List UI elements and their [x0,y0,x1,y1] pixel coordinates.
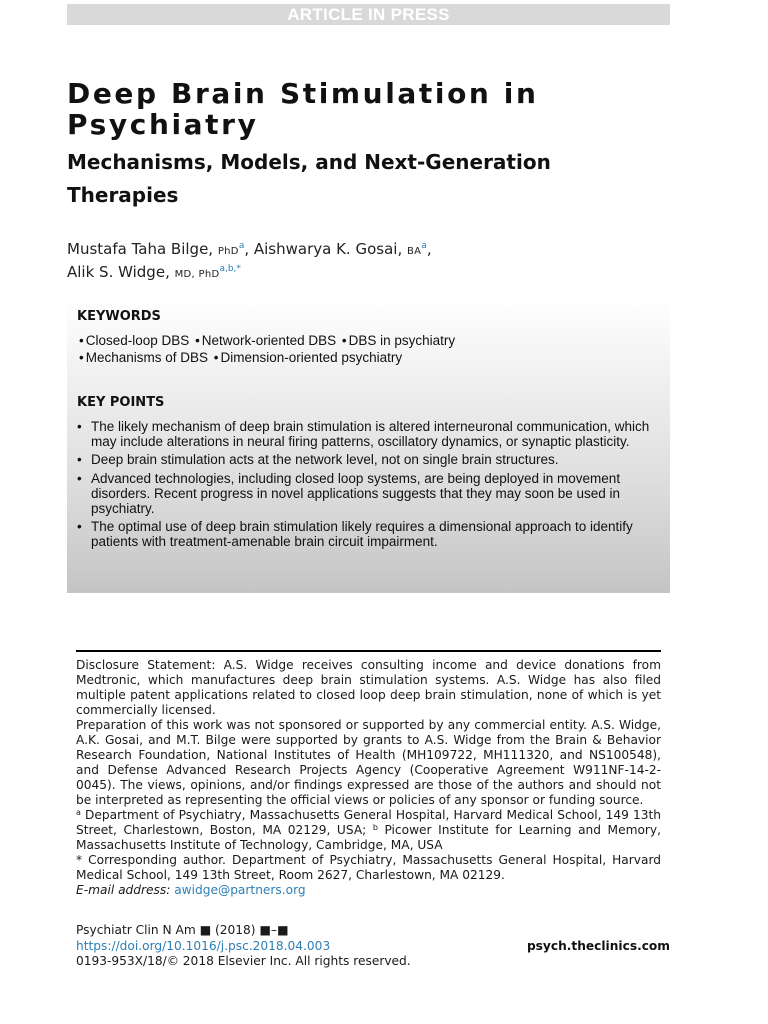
article-title: Deep Brain Stimulation in Psychiatry [67,77,539,141]
author-name: Alik S. Widge [67,263,166,281]
bullet-icon: • [195,333,200,348]
email-link[interactable]: awidge@partners.org [174,883,306,897]
bullet-icon: • [77,419,82,434]
author-name: Mustafa Taha Bilge [67,240,209,258]
keyword: Dimension-oriented psychiatry [220,350,403,365]
email-line: E-mail address: awidge@partners.org [76,883,306,897]
author-degree: MD, PhD [174,269,220,280]
copyright: 0193-953X/18/© 2018 Elsevier Inc. All rights reserved. [76,954,411,968]
keyword: Closed-loop DBS [85,333,190,348]
list-item: • The optimal use of deep brain stimulation likely requires a dimensional approach to identify patients with treatment-amenable brain circuit impairment. [77,519,633,550]
affiliation-marker[interactable]: a [421,241,427,251]
bullet-icon: • [79,333,84,348]
keywords-line [77,349,402,366]
bullet-icon: • [77,470,82,486]
bullet-icon: • [213,350,219,365]
article-subtitle: Mechanisms, Models, and Next-Generation Therapies [67,150,551,207]
bullet-icon: • [79,350,84,365]
journal-citation: Psychiatr Clin N Am ■ (2018) ■–■ [76,923,289,937]
keyword: Network-oriented DBS [201,333,337,348]
author-list: Mustafa Taha Bilge, PhD$^a$, Aishwarya K. Gosai, $BA^a$, Alik S. Widge, MD, PhD$^{a,b,*}$ [67,240,432,281]
affiliations: $^a$ Department of Psychiatry, Massachusetts General Hospital, Harvard Medical School, 149 13th Street, Charlestown, Boston, MA 02129, USA; $^b$ Picower Institute for Learning and Memory, Massachusetts Institute of Technology, Cambridge, MA, USA [76,808,661,852]
key-points-heading: KEY POINTS [77,395,165,410]
bullet-icon: • [341,333,347,348]
affiliation-marker[interactable]: a,b,* [219,264,241,274]
bullet-icon: • [77,452,82,468]
corresponding-author: * Corresponding author. Department of Psychiatry, Massachusetts General Hospital, Harvard Medical School, 149 13th Street, Room 2627, Charlestown, MA 02129. [76,853,661,882]
author-degree: PhD [217,246,239,257]
author-degree: BA [406,246,422,257]
disclosure-statement: Disclosure Statement: A.S. Widge receives consulting income and device donations from Medtronic, which manufactures deep brain stimulation systems. A.S. Widge has also filed multiple patent applications related to closed loop deep brain stimulation, none of which is yet commercially licensed. [76,658,661,717]
keywords-keypoints-box [67,298,670,593]
key-points-list [77,419,653,553]
list-item: • Deep brain stimulation acts at the network level, not on single brain structures. [77,452,559,468]
journal-website[interactable]: psych.theclinics.com [526,939,670,953]
list-item: • The likely mechanism of deep brain stimulation is altered interneuronal communication, which may include alterations in neural firing patterns, oscillatory dynamics, or synaptic plasticity. [77,419,650,450]
keyword: DBS in psychiatry [348,333,456,348]
keywords-line [77,332,455,349]
keywords-heading: KEYWORDS [77,309,161,324]
doi-link[interactable]: https://doi.org/10.1016/j.psc.2018.04.003 [76,938,331,953]
footnotes [76,658,661,898]
author-name: Aishwarya K. Gosai [253,240,398,258]
keyword: Mechanisms of DBS [85,350,209,365]
bullet-icon: • [77,519,82,535]
footnote-divider [76,650,661,652]
affiliation-marker[interactable]: a [238,241,245,251]
list-item: • Advanced technologies, including closed loop systems, are being deployed in movement disorders. Recent progress in novel applications suggests that they may soon be used in psychiatry. [77,470,621,517]
funding-statement: Preparation of this work was not sponsored or supported by any commercial entity. A.S. Widge, A.K. Gosai, and M.T. Bilge were supported by grants to A.S. Widge from the Brain & Behavior Research Foundation, National Institutes of Health (MH109722, MH111320, and NS100548), and Defense Advanced Research Projects Agency (Cooperative Agreement W911NF-14-2-0045). The views, opinions, and/or findings expressed are those of the authors and should not be interpreted as representing the official views or policies of any sponsor or funding source. [76,718,661,807]
article-in-press-banner: ARTICLE IN PRESS [67,4,670,25]
